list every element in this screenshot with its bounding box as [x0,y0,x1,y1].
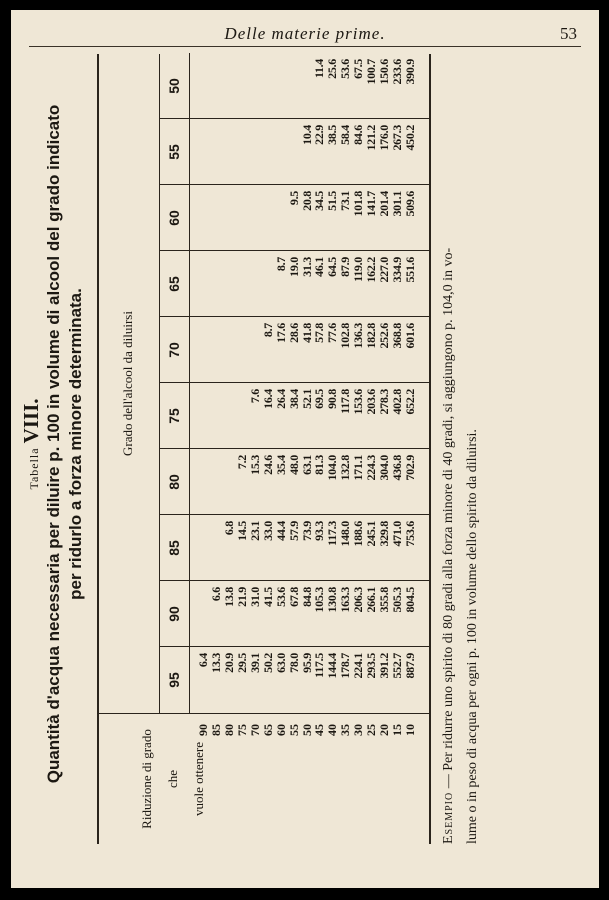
table-cell: 39.1 [247,653,262,673]
row-label: 50 [299,724,314,736]
table-cell: 33.0 [260,521,275,541]
table-label-number: VIII. [19,398,43,444]
row-label: 55 [286,724,301,736]
table-cell: 31.0 [247,587,262,607]
table-cell: 8.7 [273,257,288,272]
table-cell: 391.2 [377,653,392,679]
column-divider [160,448,429,449]
table-cell: 203.6 [364,389,379,415]
table-cell: 14.5 [234,521,249,541]
table-cell: 67.5 [351,59,366,79]
table-cell: 63.0 [273,653,288,673]
table-cell: 38.5 [325,125,340,145]
table-cell: 57.8 [312,323,327,343]
table-cell: 224.1 [351,653,366,679]
caption-line-2: per ridurlo a forza minore determinata. [66,288,85,600]
table-cell: 84.6 [351,125,366,145]
table-cell: 78.0 [286,653,301,673]
table-cell: 178.7 [338,653,353,679]
table-cell: 95.9 [299,653,314,673]
table-cell: 148.0 [338,521,353,547]
table-cell: 121.2 [364,125,379,151]
table-cell: 73.1 [338,191,353,211]
running-title: Delle materie prime. [224,24,386,43]
table-cell: 887.9 [403,653,418,679]
table-cell: 329.8 [377,521,392,547]
table-cell: 46.1 [312,257,327,277]
table-cell: 22.9 [312,125,327,145]
column-divider [160,184,429,185]
table-cell: 6.6 [208,587,223,602]
table-cell: 10.4 [299,125,314,145]
table-cell: 34.5 [312,191,327,211]
dilution-table [97,54,431,844]
column-divider [160,382,429,383]
table-cell: 436.8 [390,455,405,481]
table-cell: 304.0 [377,455,392,481]
table-cell: 267.3 [390,125,405,151]
table-cell: 53.6 [338,59,353,79]
table-cell: 52.1 [299,389,314,409]
row-label: 90 [196,724,210,736]
row-header-line-2: che [165,769,180,789]
table-cell: 227.0 [377,257,392,283]
row-label: 65 [260,724,275,736]
table-cell: 804.5 [403,587,418,613]
row-label: 10 [403,724,418,736]
table-cell: 7.6 [247,389,262,404]
row-label: 25 [364,724,379,736]
table-cell: 51.5 [325,191,340,211]
column-divider [160,514,429,515]
table-cell: 130.8 [325,587,340,613]
table-cell: 35.4 [273,455,288,475]
row-label: 45 [312,724,327,736]
grade-col-header: 70 [160,317,190,383]
table-cell: 41.8 [299,323,314,343]
table-cell: 7.2 [234,455,249,470]
table-cell: 19.0 [286,257,301,277]
table-cell: 390.9 [403,59,418,85]
table-cell: 245.1 [364,521,379,547]
table-cell: 141.7 [364,191,379,217]
table-cell: 69.5 [312,389,327,409]
table-cell: 24.6 [260,455,275,475]
table-cell: 105.3 [312,587,327,613]
table-label [19,22,44,866]
grade-col-header: 95 [160,647,190,713]
example-note [437,54,485,844]
grade-header: Grado dell'alcool da diluirsi [99,54,160,713]
table-cell: 753.6 [403,521,418,547]
table-cell: 16.4 [260,389,275,409]
table-cell: 8.7 [260,323,275,338]
table-cell: 57.9 [286,521,301,541]
table-cell: 206.3 [351,587,366,613]
table-cell: 471.0 [390,521,405,547]
example-line-2: lume o in peso di acqua per ogni p. 100 in volume dello spirito da diluirsi. [465,429,480,844]
table-cell: 224.3 [364,455,379,481]
example-line-1 [437,54,461,844]
table-cell: 368.8 [390,323,405,349]
grade-col-header: 55 [160,119,190,185]
table-cell: 505.3 [390,587,405,613]
table-cell: 6.8 [221,521,236,536]
table-cell: 552.7 [390,653,405,679]
row-label: 20 [377,724,392,736]
table-cell: 64.5 [325,257,340,277]
table-cell: 182.8 [364,323,379,349]
table-cell: 81.3 [312,455,327,475]
table-cell: 176.0 [377,125,392,151]
table-cell: 104.0 [325,455,340,481]
table-cell: 144.4 [325,653,340,679]
row-label: 60 [273,724,288,736]
table-cell: 53.6 [273,587,288,607]
rotated-table-block [17,22,577,866]
table-cell: 26.4 [273,389,288,409]
table-cell: 23.1 [247,521,262,541]
table-cell: 21.9 [234,587,249,607]
grade-col-header: 50 [160,53,190,119]
caption-line-1: Quantità d'acqua necessaria per diluire p. 100 in volume di alcool del grado indicato [44,104,63,784]
row-label: 30 [351,724,366,736]
table-cell: 188.6 [351,521,366,547]
table-cell: 132.8 [338,455,353,481]
column-divider [160,580,429,581]
row-header-line-3: vuole ottenere [191,742,206,816]
column-divider [160,646,429,647]
table-label-word: Tabella [27,447,41,490]
table-cell: 102.8 [338,323,353,349]
grade-col-header: 75 [160,383,190,449]
table-cell: 702.9 [403,455,418,481]
table-cell: 136.3 [351,323,366,349]
table-cell: 201.4 [377,191,392,217]
table-cell: 13.3 [208,653,223,673]
table-cell: 50.2 [260,653,275,673]
table-cell: 20.8 [299,191,314,211]
table-cell: 28.6 [286,323,301,343]
page-number: 53 [560,24,577,43]
table-cell: 41.5 [260,587,275,607]
table-cell: 6.4 [196,653,210,668]
table-cell: 233.6 [390,59,405,85]
table-cell: 117.5 [312,653,327,678]
table-cell: 44.4 [273,521,288,541]
table-cell: 11.4 [312,59,327,79]
table-cell: 301.1 [390,191,405,217]
table-cell: 551.6 [403,257,418,283]
table-cell: 162.2 [364,257,379,283]
row-label: 80 [221,724,236,736]
table-cell: 58.4 [338,125,353,145]
grade-col-header: 85 [160,515,190,581]
table-cell: 293.5 [364,653,379,679]
table-cell: 15.3 [247,455,262,475]
table-cell: 450.2 [403,125,418,151]
table-cell: 84.8 [299,587,314,607]
example-lead: Esempio [441,791,456,844]
row-header-line-1: Riduzione di grado [139,729,154,829]
column-divider [160,250,429,251]
grade-col-header: 90 [160,581,190,647]
row-label: 75 [234,724,249,736]
grade-col-header: 80 [160,449,190,515]
table-cell: 355.8 [377,587,392,613]
table-cell: 29.5 [234,653,249,673]
table-cell: 117.8 [338,389,353,414]
column-divider [160,118,429,119]
table-cell: 20.9 [221,653,236,673]
book-page [11,10,599,888]
table-cell: 67.8 [286,587,301,607]
table-cell: 119.0 [351,257,366,282]
table-cell: 101.8 [351,191,366,217]
table-cell: 652.2 [403,389,418,415]
table-cell: 90.8 [325,389,340,409]
row-label: 85 [208,724,223,736]
table-cell: 100.7 [364,59,379,85]
table-cell: 25.6 [325,59,340,79]
table-cell: 153.6 [351,389,366,415]
table-cell: 9.5 [286,191,301,206]
table-cell: 252.6 [377,323,392,349]
example-text-1: — Per ridurre uno spirito di 80 gradi alla forza minore di 40 gradi, si aggiungono p. 104,0 in vo- [441,247,456,792]
table-cell: 38.4 [286,389,301,409]
table-cell: 93.3 [312,521,327,541]
table-cell: 73.9 [299,521,314,541]
table-cell: 63.1 [299,455,314,475]
table-cell: 87.9 [338,257,353,277]
table-cell: 117.3 [325,521,340,546]
table-cell: 77.6 [325,323,340,343]
table-cell: 334.9 [390,257,405,283]
grade-col-header: 60 [160,185,190,251]
table-cell: 17.6 [273,323,288,343]
table-cell: 31.3 [299,257,314,277]
table-cell: 163.3 [338,587,353,613]
table-cell: 402.8 [390,389,405,415]
row-label: 35 [338,724,353,736]
row-label: 15 [390,724,405,736]
table-cell: 171.1 [351,455,366,481]
row-label: 70 [247,724,262,736]
table-cell: 509.6 [403,191,418,217]
row-label: 40 [325,724,340,736]
table-caption [43,22,87,866]
table-cell: 48.0 [286,455,301,475]
table-cell: 150.6 [377,59,392,85]
table-cell: 13.8 [221,587,236,607]
table-cell: 601.6 [403,323,418,349]
grade-col-header: 65 [160,251,190,317]
table-cell: 266.1 [364,587,379,613]
table-cell: 278.3 [377,389,392,415]
column-divider [160,316,429,317]
